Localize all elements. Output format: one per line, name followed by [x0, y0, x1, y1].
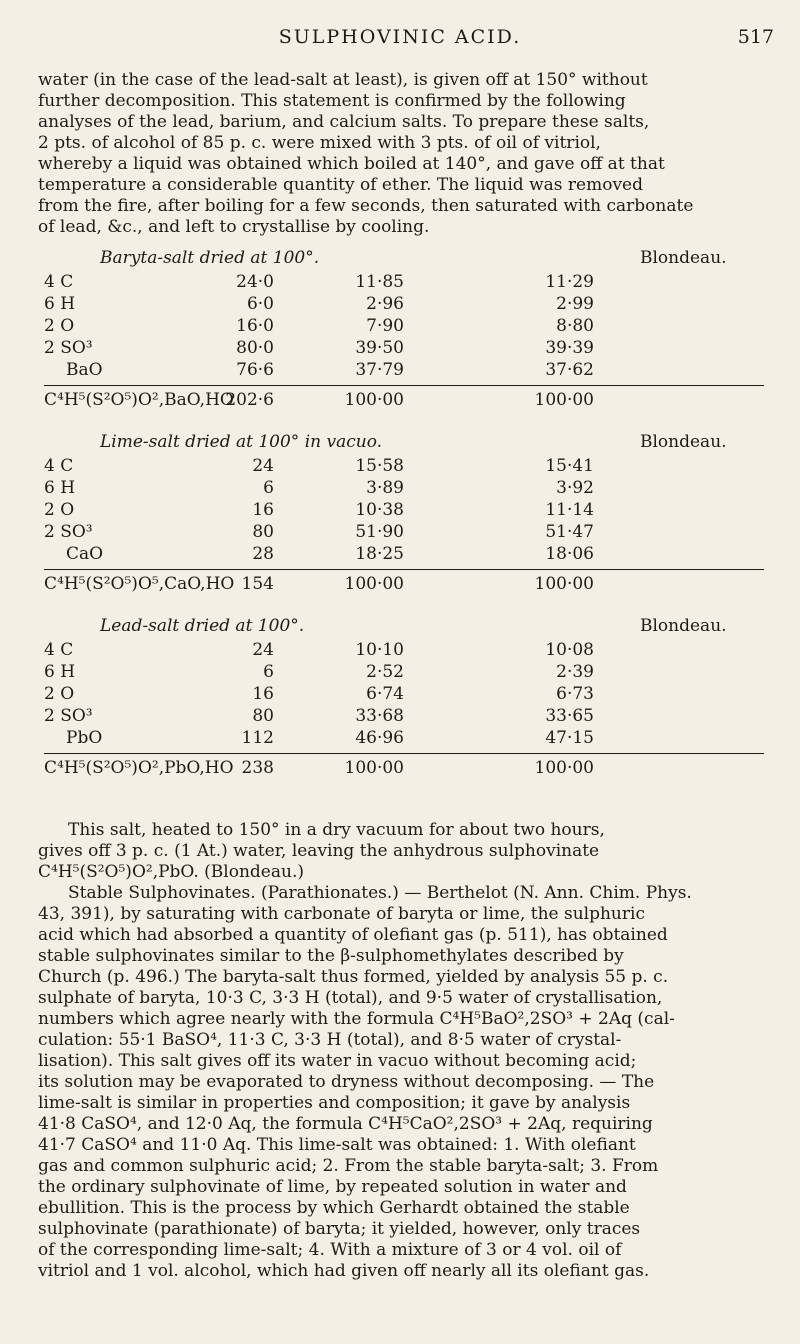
value-cell: 11·14 — [545, 500, 594, 520]
table-source: Blondeau. — [640, 248, 727, 268]
text-line: sulphate of baryta, 10·3 C, 3·3 H (total), and 9·5 water of crystallisation, — [38, 988, 663, 1008]
lime-salt-table — [44, 432, 764, 622]
value-cell: 6·73 — [556, 684, 594, 704]
formula-cell: 2 SO³ — [44, 706, 93, 726]
table-row — [44, 544, 764, 566]
value-cell: 112 — [241, 728, 274, 748]
text-line: 41·8 CaSO⁴, and 12·0 Aq, the formula C⁴H⁵CaO²,2SO³ + 2Aq, requiring — [38, 1114, 653, 1134]
total-value: 202·6 — [225, 390, 274, 410]
table-row — [44, 316, 764, 338]
value-cell: 11·29 — [545, 272, 594, 292]
text-line: of the corresponding lime-salt; 4. With a mixture of 3 or 4 vol. oil of — [38, 1240, 622, 1260]
text-line: whereby a liquid was obtained which boiled at 140°, and gave off at that — [38, 154, 665, 174]
text-line: gives off 3 p. c. (1 At.) water, leaving the anhydrous sulphovinate — [38, 841, 600, 861]
value-cell: 3·92 — [556, 478, 594, 498]
total-value: 100·00 — [534, 758, 594, 778]
total-value: 100·00 — [344, 390, 404, 410]
formula-cell: 4 C — [44, 456, 74, 476]
formula-cell: BaO — [66, 360, 103, 380]
table-row — [44, 522, 764, 544]
value-cell: 39·50 — [355, 338, 404, 358]
baryta-salt-table — [44, 248, 764, 438]
text-line: 2 pts. of alcohol of 85 p. c. were mixed with 3 pts. of oil of vitriol, — [38, 133, 601, 153]
value-cell: 6 — [263, 478, 274, 498]
total-value: 100·00 — [344, 574, 404, 594]
formula-cell: 2 SO³ — [44, 522, 93, 542]
lead-salt-table — [44, 616, 764, 806]
value-cell: 37·62 — [545, 360, 594, 380]
table-row — [44, 500, 764, 522]
text-line: vitriol and 1 vol. alcohol, which had given off nearly all its olefiant gas. — [38, 1261, 650, 1281]
value-cell: 28 — [252, 544, 274, 564]
text-line: analyses of the lead, barium, and calcium salts. To prepare these salts, — [38, 112, 650, 132]
text-line: 41·7 CaSO⁴ and 11·0 Aq. This lime-salt was obtained: 1. With olefiant — [38, 1135, 636, 1155]
table-row — [44, 684, 764, 706]
value-cell: 33·68 — [355, 706, 404, 726]
total-value: 100·00 — [534, 390, 594, 410]
text-line: This salt, heated to 150° in a dry vacuum for about two hours, — [68, 820, 605, 840]
text-line: further decomposition. This statement is confirmed by the following — [38, 91, 626, 111]
value-cell: 8·80 — [556, 316, 594, 336]
value-cell: 18·06 — [545, 544, 594, 564]
formula-cell: 2 O — [44, 684, 75, 704]
value-cell: 33·65 — [545, 706, 594, 726]
total-value: 154 — [241, 574, 274, 594]
value-cell: 15·58 — [355, 456, 404, 476]
table-row — [44, 478, 764, 500]
total-formula: C⁴H⁵(S²O⁵)O²,PbO,HO — [44, 758, 234, 778]
total-formula: C⁴H⁵(S²O⁵)O²,BaO,HO — [44, 390, 234, 410]
formula-cell: 2 O — [44, 316, 75, 336]
value-cell: 51·47 — [545, 522, 594, 542]
value-cell: 24·0 — [236, 272, 274, 292]
table-total-row — [44, 574, 764, 596]
value-cell: 16 — [252, 500, 274, 520]
value-cell: 51·90 — [355, 522, 404, 542]
text-line: C⁴H⁵(S²O⁵)O²,PbO. (Blondeau.) — [38, 862, 304, 882]
text-line: from the fire, after boiling for a few seconds, then saturated with carbonate — [38, 196, 694, 216]
value-cell: 11·85 — [355, 272, 404, 292]
table-row — [44, 338, 764, 360]
table-caption: Baryta-salt dried at 100°. — [100, 248, 320, 268]
total-value: 238 — [241, 758, 274, 778]
table-total-row — [44, 390, 764, 412]
text-line: culation: 55·1 BaSO⁴, 11·3 C, 3·3 H (total), and 8·5 water of crystal- — [38, 1030, 622, 1050]
value-cell: 2·96 — [366, 294, 404, 314]
formula-cell: 6 H — [44, 294, 76, 314]
value-cell: 6·74 — [366, 684, 404, 704]
table-row — [44, 360, 764, 382]
table-row — [44, 272, 764, 294]
table-source: Blondeau. — [640, 616, 727, 636]
value-cell: 7·90 — [366, 316, 404, 336]
text-line: temperature a considerable quantity of ether. The liquid was removed — [38, 175, 643, 195]
value-cell: 80 — [252, 522, 274, 542]
text-line: Stable Sulphovinates. (Parathionates.) — Berthelot (N. Ann. Chim. Phys. — [68, 883, 692, 903]
running-header — [0, 16, 800, 56]
table-rule — [44, 569, 764, 570]
value-cell: 2·99 — [556, 294, 594, 314]
text-line: 43, 391), by saturating with carbonate of baryta or lime, the sulphuric — [38, 904, 645, 924]
table-row — [44, 640, 764, 662]
formula-cell: 6 H — [44, 662, 76, 682]
intro-paragraph — [38, 70, 768, 238]
value-cell: 3·89 — [366, 478, 404, 498]
table-row — [44, 456, 764, 478]
value-cell: 80 — [252, 706, 274, 726]
formula-cell: 2 SO³ — [44, 338, 93, 358]
text-line: sulphovinate (parathionate) of baryta; it yielded, however, only traces — [38, 1219, 641, 1239]
text-line: water (in the case of the lead-salt at least), is given off at 150° without — [38, 70, 648, 90]
table-row — [44, 294, 764, 316]
total-value: 100·00 — [534, 574, 594, 594]
value-cell: 15·41 — [545, 456, 594, 476]
value-cell: 16 — [252, 684, 274, 704]
total-formula: C⁴H⁵(S²O⁵)O⁵,CaO,HO — [44, 574, 235, 594]
table-total-row — [44, 758, 764, 780]
value-cell: 2·39 — [556, 662, 594, 682]
value-cell: 6·0 — [246, 294, 274, 314]
table-row — [44, 662, 764, 684]
total-value: 100·00 — [344, 758, 404, 778]
running-title: SULPHOVINIC ACID. — [278, 26, 522, 48]
page-number: 517 — [737, 26, 774, 48]
formula-cell: 2 O — [44, 500, 75, 520]
value-cell: 24 — [252, 456, 274, 476]
table-row — [44, 706, 764, 728]
text-line: lime-salt is similar in properties and composition; it gave by analysis — [38, 1093, 631, 1113]
text-line: its solution may be evaporated to dryness without decomposing. — The — [38, 1072, 655, 1092]
text-line: gas and common sulphuric acid; 2. From the stable baryta-salt; 3. From — [38, 1156, 659, 1176]
text-line: numbers which agree nearly with the formula C⁴H⁵BaO²,2SO³ + 2Aq (cal- — [38, 1009, 675, 1029]
value-cell: 10·38 — [355, 500, 404, 520]
text-line: the ordinary sulphovinate of lime, by repeated solution in water and — [38, 1177, 627, 1197]
value-cell: 6 — [263, 662, 274, 682]
text-line: ebullition. This is the process by which Gerhardt obtained the stable — [38, 1198, 630, 1218]
text-line: of lead, &c., and left to crystallise by cooling. — [38, 217, 430, 237]
table-row — [44, 728, 764, 750]
text-line: lisation). This salt gives off its water in vacuo without becoming acid; — [38, 1051, 637, 1071]
formula-cell: 4 C — [44, 640, 74, 660]
value-cell: 2·52 — [366, 662, 404, 682]
closing-paragraph — [38, 820, 768, 1282]
value-cell: 10·08 — [545, 640, 594, 660]
value-cell: 10·10 — [355, 640, 404, 660]
table-caption: Lime-salt dried at 100° in vacuo. — [100, 432, 383, 452]
formula-cell: PbO — [66, 728, 103, 748]
value-cell: 37·79 — [355, 360, 404, 380]
table-caption: Lead-salt dried at 100°. — [100, 616, 305, 636]
formula-cell: 4 C — [44, 272, 74, 292]
value-cell: 18·25 — [355, 544, 404, 564]
value-cell: 76·6 — [236, 360, 274, 380]
text-line: stable sulphovinates similar to the β-sulphomethylates described by — [38, 946, 624, 966]
value-cell: 24 — [252, 640, 274, 660]
value-cell: 46·96 — [355, 728, 404, 748]
text-line: Church (p. 496.) The baryta-salt thus formed, yielded by analysis 55 p. c. — [38, 967, 669, 987]
table-rule — [44, 753, 764, 754]
text-line: acid which had absorbed a quantity of olefiant gas (p. 511), has obtained — [38, 925, 668, 945]
value-cell: 16·0 — [236, 316, 274, 336]
value-cell: 47·15 — [545, 728, 594, 748]
value-cell: 80·0 — [236, 338, 274, 358]
formula-cell: 6 H — [44, 478, 76, 498]
formula-cell: CaO — [66, 544, 104, 564]
table-rule — [44, 385, 764, 386]
value-cell: 39·39 — [545, 338, 594, 358]
table-source: Blondeau. — [640, 432, 727, 452]
